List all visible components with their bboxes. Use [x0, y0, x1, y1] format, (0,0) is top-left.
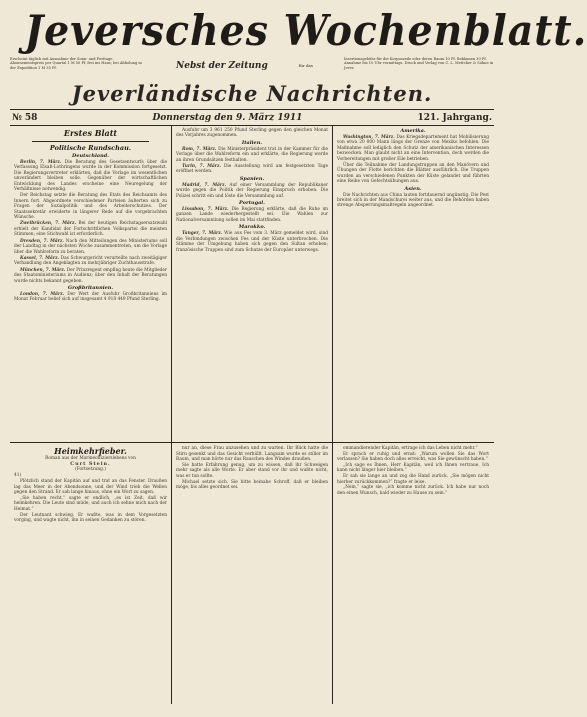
top-columns [10, 126, 494, 442]
region-heading: Großbritannien. [67, 284, 114, 291]
article-text: Die Regierung erklärte, daß die Ruhe im ganzen Lande wiederhergestellt sei. Die Wahlen zur Nationalversammlung sollen im Mai stattfinden. [176, 207, 328, 223]
feuilleton-section [10, 442, 494, 704]
article-text: Der Prinzregent empfing heute die Mitglieder des Staatsministeriums in Audienz; über den Inhalt der Beratungen wurde nichts bekannt gegeben. [14, 267, 167, 284]
article-list [176, 231, 328, 253]
region-heading: Asien. [404, 185, 422, 192]
feuilleton-column-2 [171, 443, 332, 704]
column-3 [332, 126, 493, 442]
article-place: Turin, 7. März. [182, 164, 221, 170]
article-text: Der Reichstag setzte die Beratung des Etats des Reichsamts des Innern fort. Abgeordnete verschiedener Parteien äußerten sich zu Fragen der Sozialpolitik und des Arbeiterschutzes. Der Staatssekretär erwiderte in längerer Rede auf die vorgebrachten Wünsche. [14, 193, 167, 221]
article-place: Madrid, 7. März. [182, 182, 227, 188]
masthead-title: Jeversches Wochenblatt. [24, 6, 587, 55]
article-list [176, 147, 328, 175]
article-place: Washington, 7. März. [343, 135, 395, 140]
article-paragraph [176, 164, 328, 175]
article-text: Das Schwurgericht verurteilte nach zweitägiger Verhandlung den Angeklagten zu mehrjähriger Zuchthausstrafe. [14, 255, 167, 267]
story-paragraph: Der Leutnant schwieg. Er wußte, was in dem Vorgesetzten vorging, und wagte nicht, ihn in seinen Gedanken zu stören. [14, 512, 167, 524]
issue-date: Donnerstag den 9. März 1911 [152, 112, 303, 123]
story-paragraph: Plötzlich stand der Kapitän auf und trat an das Fenster. Draußen lag das Meer in der Abendsonne, und der Wind trieb die Wellen gegen den Strand. Er sah lange hinaus, ohne ein Wort zu sagen. [14, 479, 167, 496]
story-text [14, 479, 167, 524]
article-text: Auf einer Versammlung der Republikaner wurde gegen die Politik der Regierung Einspruch erhoben. Die Polizei schritt ein und löste die Versammlung auf. [176, 182, 328, 199]
article-place: München, 7. März. [20, 267, 66, 273]
masthead-left-note: Erscheint täglich mit Ausnahme der Sonn- und Festtage. Abonnementspreis per Quartal 1 M 50 Pf, frei ins Haus; bei Abholung in der Expedition 1 M 35 Pf. [10, 57, 142, 70]
region-heading: Amerika. [400, 128, 426, 134]
feuilleton-author: Curt Stein. [70, 461, 111, 468]
article-paragraph [176, 231, 328, 253]
masthead-for-label: für das [298, 63, 313, 68]
article-text: Das Kriegsdepartement hat Mobilisierung von etwa 20 000 Mann längs der Grenze von Mexiko befohlen. Die Maßnahme soll lediglich den Schutz der amerikanischen Interessen bezwecken. Man glaubt nicht an eine Intervention, doch werden die Vorbereitungen mit großer Eile betrieben. [337, 135, 489, 162]
article-place: Lissabon, 7. März. [182, 207, 229, 213]
feuilleton-column-3 [332, 443, 493, 704]
masthead-right-note: Insertionsgebühr für die Korpuszeile oder deren Raum 10 Pf. Reklamen 30 Pf. Annahme bis 10 Uhr vormittags. Druck und Verlag von C. L. Mettcker & Söhne in Jever. [344, 57, 494, 70]
story-paragraph: ommandierender Kapitän, ertrage ich das Leben nicht mehr.“ [343, 446, 478, 451]
story-paragraph: Sie hatte Erfahrung genug, um zu wissen, daß ihr Schweigen mehr sagte als alle Worte. Er aber stand vor ihr und wußte nicht, was er tun sollte. [176, 462, 328, 479]
article-paragraph [14, 256, 167, 267]
article-paragraph [14, 268, 167, 284]
story-paragraph: Er sprach er ruhig und ernst: „Warum wollen Sie das Wort verlassen? Sie haben doch alles erreicht, was Sie gewünscht haben.“ [337, 451, 489, 463]
article-place: London, 7. März. [20, 291, 65, 297]
article-place: Rom, 7. März. [182, 146, 217, 152]
region-heading: Marokko. [238, 224, 266, 231]
divider [32, 141, 149, 142]
article-text: Über die Teilnahme der Landungstruppen an den Manövern und Übungen der Flotte berichten die Blätter ausführlich. Die Truppen wurden an verschiedenen Punkten der Küste gelandet und führten eine Reihe von Gefechtsübungen aus. [337, 163, 489, 185]
article-text: Die Ausstellung wird am festgesetzten Tage eröffnet werden. [176, 164, 328, 175]
second-title: Jeverländische Nachrichten. [71, 81, 433, 106]
feuilleton-column-1 [10, 443, 171, 704]
article-paragraph [337, 193, 489, 209]
article-paragraph [14, 221, 167, 237]
article-list [176, 183, 328, 199]
feuilleton-title: Heimkehrfieber. [54, 446, 127, 456]
article-paragraph [14, 239, 167, 255]
story-paragraph: „Sie haben recht,“ sagte er endlich, „es ist Zeit, daß wir heimkehren. Die Leute sind müde, und auch ich sehne mich nach der Heimat.“ [14, 495, 167, 512]
article-text: Die Beratung des Gesetzentwurfs über die Verfassung Elsaß-Lothringens wurde in der Kommission fortgesetzt. Die Regierungsvertreter erklärten, daß die Vorlage im wesentlichen unverändert bleiben solle. Gegenüber der wirtschaftlichen Entwicklung des Landes erscheine eine Neuregelung der Verhältnisse notwendig. [14, 160, 167, 193]
article-text: Ausfuhr um 3 961 250 Pfund Sterling gegen den gleichen Monat des Vorjahres zugenommen. [176, 128, 328, 139]
article-text: Die Nachrichten aus China lauten fortdauernd ungünstig. Die Pest breitet sich in der Mandschurei weiter aus, und die Behörden haben strenge Absperrungsmaßregeln angeordnet. [337, 192, 489, 209]
article-place: Tanger, 7. März. [182, 231, 223, 237]
section-heading: Politische Rundschau. [49, 144, 132, 152]
article-list [176, 207, 328, 223]
issue-number: № 58 [12, 112, 38, 123]
article-place: Berlin, 7. März. [20, 160, 62, 165]
masthead-subtitle: Nebst der Zeitung [176, 61, 268, 71]
feuilleton-continuation: (Fortsetzung.) [75, 467, 106, 473]
article-list [14, 292, 167, 303]
article-paragraph [337, 135, 489, 162]
article-text: Wie aus Fes vom 3. März gemeldet wird, sind die Verbindungen zwischen Fes und der Küste unterbrochen. Die Stämme der Umgebung haben sich gegen den Sultan erhoben; französische Truppen sind zum Schutze der Europäer unterwegs. [176, 231, 328, 253]
article-text: Nach den Mitteilungen des Ministeriums soll der Landtag in der nächsten Woche zusammentreten, um die Vorlage über die Wahlreform zu beraten. [14, 238, 167, 255]
feuilleton-subtitle: Roman aus der Marineoffizierslebens von [45, 456, 136, 461]
article-place: Dresden, 7. März. [20, 238, 64, 244]
blatt-label: Erstes Blatt [63, 128, 118, 138]
article-paragraph [176, 183, 328, 199]
article-list [14, 160, 167, 284]
article-paragraph [176, 207, 328, 223]
volume: 121. Jahrgang. [417, 112, 492, 123]
region-heading: Portugal. [239, 200, 265, 207]
article-paragraph [176, 147, 328, 163]
article-paragraph [14, 193, 167, 220]
story-text [337, 446, 489, 496]
column-2 [171, 126, 332, 442]
feuilleton-number: 41) [14, 473, 22, 479]
article-text: Der Wert der Ausfuhr Großbritanniens im Monat Februar belief sich auf insgesamt 4 918 449 Pfund Sterling. [14, 291, 167, 303]
column-1 [10, 126, 171, 442]
story-paragraph: Er sah sie lange an und zog die Hand zurück. „Sie mögen nicht hierher zurückkommen?“ fragte er leise. [337, 473, 489, 485]
story-paragraph: „Ich sage es Ihnen, Herr Kapitän, weil ich Ihnen vertraue. Ich kann nicht länger hier bleiben.“ [337, 462, 489, 474]
article-paragraph [14, 160, 167, 192]
masthead-subhead [10, 57, 494, 79]
article-place: Zweibrücken, 7. März. [20, 221, 76, 227]
article-text: Die Ministerpräsident trat in der Kammer für die Vorlage über die Wahlreform ein und erklärte, die Regierung werde an ihren Grundsätzen festhalten. [176, 146, 328, 163]
article-text: Bei der heutigen Reichstagsersatzwahl erhielt der Kandidat der Fortschrittlichen Volkspartei die meisten Stimmen; eine Stichwahl ist erforderlich. [14, 221, 167, 238]
region-heading: Deutschland. [72, 153, 109, 159]
article-list [337, 135, 489, 185]
region-heading: Spanien. [239, 175, 265, 182]
story-paragraph: „Nein,“ sagte sie, „ich komme nicht zurück. Ich habe nur noch den einen Wunsch, bald wieder zu Hause zu sein.“ [337, 485, 489, 496]
story-paragraph: nur an, diese Frau anzusehen und zu warten. Ihr Blick hatte die Stirn gesenkt und das Gesicht verhüllt. Langsam wurde es stiller im Raum, und man hörte nur das Rauschen des Windes draußen. [176, 446, 328, 463]
dateline [10, 110, 494, 125]
article-list [337, 193, 489, 209]
article-paragraph [14, 292, 167, 303]
story-text [176, 446, 328, 491]
article-place: Kassel, 7. März. [20, 255, 60, 261]
story-paragraph: Michael setzte sich. Sie bitte beinahe Schroff, daß er bleiben möge, bis alles geordnet sei. [176, 479, 328, 491]
region-heading: Italien. [241, 139, 263, 146]
article-paragraph [337, 163, 489, 185]
